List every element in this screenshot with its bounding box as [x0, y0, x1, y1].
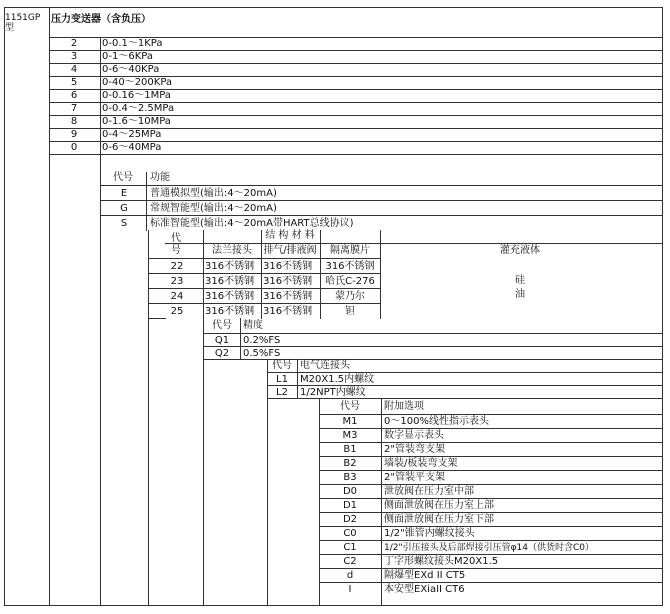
- material-flange: 316不锈钢: [205, 261, 255, 272]
- grid-line: [100, 172, 101, 606]
- grid-line: [4, 605, 663, 606]
- option-text: 1/2"锥管内螺纹接头: [384, 528, 475, 539]
- material-code-header: 代: [171, 233, 181, 244]
- option-text: 墙装/板装弯支架: [384, 458, 458, 469]
- option-code: D2: [342, 514, 358, 525]
- grid-line: [49, 154, 663, 155]
- grid-line: [148, 303, 381, 304]
- range-text: 0-4～25MPa: [102, 129, 162, 140]
- range-text: 0-0.4～2.5MPa: [102, 103, 175, 114]
- option-code: C0: [343, 528, 357, 539]
- material-code: 22: [170, 261, 184, 272]
- material-code: 24: [170, 291, 184, 302]
- grid-line: [203, 230, 204, 319]
- grid-line: [319, 470, 663, 471]
- accuracy-code-header: 代号: [212, 320, 232, 331]
- material-flange: 316不锈钢: [205, 306, 255, 317]
- option-text: 丁字形螺纹接头M20X1.5: [384, 556, 499, 567]
- connection-code-header: 代号: [272, 360, 292, 371]
- grid-line: [319, 456, 663, 457]
- material-col-header: 法兰接头: [212, 245, 252, 256]
- function-code: S: [120, 218, 128, 229]
- grid-line: [49, 37, 50, 606]
- grid-line: [148, 273, 381, 274]
- range-text: 0-0.16～1MPa: [102, 90, 171, 101]
- grid-line: [100, 200, 663, 201]
- grid-line: [381, 398, 382, 606]
- function-code: E: [120, 188, 128, 199]
- range-code: 3: [70, 51, 78, 62]
- grid-line: [261, 230, 262, 319]
- function-text: 常规智能型(输出:4～20mA): [150, 203, 277, 214]
- option-code: B3: [343, 472, 357, 483]
- material-diaphragm: 哈氏C-276: [325, 276, 375, 287]
- accuracy-header: 精度: [243, 320, 263, 331]
- options-code-header: 代号: [340, 401, 360, 412]
- connection-code: L2: [276, 387, 288, 398]
- grid-line: [319, 526, 663, 527]
- grid-line: [380, 230, 381, 319]
- fill-liquid: 油: [515, 289, 525, 300]
- grid-line: [100, 185, 663, 186]
- range-text: 0-40～200KPa: [102, 77, 173, 88]
- grid-line: [148, 288, 381, 289]
- accuracy-code: Q2: [214, 348, 230, 359]
- option-text: 2"管装弯支架: [384, 444, 445, 455]
- range-code: 5: [70, 77, 78, 88]
- range-text: 0-6～40KPa: [102, 64, 160, 75]
- range-text: 0-1.6～10MPa: [102, 116, 171, 127]
- option-code: D1: [342, 500, 358, 511]
- grid-line: [662, 7, 663, 606]
- grid-line: [148, 318, 166, 319]
- function-code-header: 代号: [113, 172, 133, 183]
- material-code: 23: [170, 276, 184, 287]
- material-col-header: 排气/排液阀: [263, 245, 317, 256]
- range-code: 2: [70, 38, 78, 49]
- grid-line: [319, 442, 663, 443]
- material-diaphragm: 316不锈钢: [325, 261, 375, 272]
- function-header: 功能: [150, 172, 170, 183]
- grid-line: [148, 258, 381, 259]
- option-code: M3: [342, 430, 358, 441]
- option-text: 0～100%线性指示表头: [384, 416, 489, 427]
- range-code: 9: [70, 129, 78, 140]
- option-code: I: [348, 584, 352, 595]
- grid-line: [148, 230, 149, 606]
- range-text: 0-1～6KPa: [102, 51, 153, 62]
- grid-line: [100, 37, 101, 173]
- material-col-header: 隔离膜片: [330, 245, 370, 256]
- connection-header: 电气连接头: [300, 360, 350, 371]
- grid-line: [319, 540, 663, 541]
- material-diaphragm: 蒙乃尔: [335, 291, 365, 302]
- grid-line: [203, 318, 204, 606]
- options-header: 附加选项: [384, 401, 424, 412]
- grid-line: [319, 428, 663, 429]
- grid-line: [4, 7, 5, 606]
- grid-line: [319, 512, 663, 513]
- option-code: C2: [343, 556, 357, 567]
- grid-line: [319, 498, 663, 499]
- grid-line: [319, 568, 663, 569]
- range-code: 0: [70, 142, 78, 153]
- model-suffix: 型: [5, 23, 15, 33]
- range-code: 8: [70, 116, 78, 127]
- grid-line: [320, 230, 321, 319]
- grid-line: [267, 359, 268, 606]
- material-vent: 316不锈钢: [263, 291, 313, 302]
- option-code: D0: [342, 486, 358, 497]
- model-label: 1151GP: [5, 13, 41, 23]
- grid-line: [319, 414, 663, 415]
- material-code-header: 号: [171, 245, 181, 256]
- accuracy-text: 0.5%FS: [243, 348, 281, 359]
- range-code: 4: [70, 64, 78, 75]
- range-code: 6: [70, 90, 78, 101]
- material-diaphragm: 钽: [345, 306, 355, 317]
- range-code: 7: [70, 103, 78, 114]
- material-vent: 316不锈钢: [263, 261, 313, 272]
- option-text: 隔爆型EXd II CT5: [384, 570, 466, 581]
- option-code: B1: [343, 444, 357, 455]
- option-text: 泄放阀在压力室中部: [384, 486, 474, 497]
- grid-line: [319, 554, 663, 555]
- material-vent: 316不锈钢: [263, 276, 313, 287]
- option-text: 侧面泄放阀在压力室下部: [384, 514, 494, 525]
- function-text: 普通模拟型(输出:4～20mA): [150, 188, 277, 199]
- material-code: 25: [170, 306, 184, 317]
- grid-line: [319, 582, 663, 583]
- grid-line: [4, 7, 663, 8]
- grid-line: [100, 215, 663, 216]
- material-col-header: 灌充液体: [500, 245, 540, 256]
- option-text: 数字显示表头: [384, 430, 444, 441]
- connection-text: 1/2NPT内螺纹: [300, 387, 366, 398]
- grid-line: [49, 7, 50, 38]
- function-text: 标准智能型(输出:4～20mA带HART总线协议): [150, 218, 354, 229]
- fill-liquid: 硅: [515, 275, 525, 286]
- range-text: 0-6～40MPa: [102, 142, 162, 153]
- material-flange: 316不锈钢: [205, 276, 255, 287]
- grid-line: [240, 318, 241, 360]
- option-text: 2"管装平支架: [384, 472, 445, 483]
- option-code: d: [346, 570, 354, 581]
- product-name: 压力变送器（含负压）: [51, 14, 151, 25]
- accuracy-code: Q1: [214, 335, 230, 346]
- grid-line: [319, 398, 320, 606]
- connection-text: M20X1.5内螺纹: [300, 374, 375, 385]
- range-text: 0-0.1～1KPa: [102, 38, 163, 49]
- option-text: 侧面泄放阀在压力室上部: [384, 500, 494, 511]
- option-code: M1: [342, 416, 358, 427]
- accuracy-text: 0.2%FS: [243, 335, 281, 346]
- grid-line: [165, 243, 663, 244]
- material-vent: 316不锈钢: [263, 306, 313, 317]
- grid-line: [319, 484, 663, 485]
- grid-line: [297, 359, 298, 399]
- material-flange: 316不锈钢: [205, 291, 255, 302]
- connection-code: L1: [276, 374, 288, 385]
- function-code: G: [120, 203, 128, 214]
- option-code: C1: [343, 542, 357, 553]
- material-group-header: 结 构 材 料: [265, 230, 315, 241]
- grid-line: [146, 172, 147, 231]
- grid-line: [203, 333, 663, 334]
- option-text: 本安型EXiaII CT6: [384, 584, 465, 595]
- option-code: B2: [343, 458, 357, 469]
- option-text: 1/2"引压接头及后部焊接引压管φ14（供货时含C0）: [384, 543, 595, 553]
- grid-line: [267, 372, 663, 373]
